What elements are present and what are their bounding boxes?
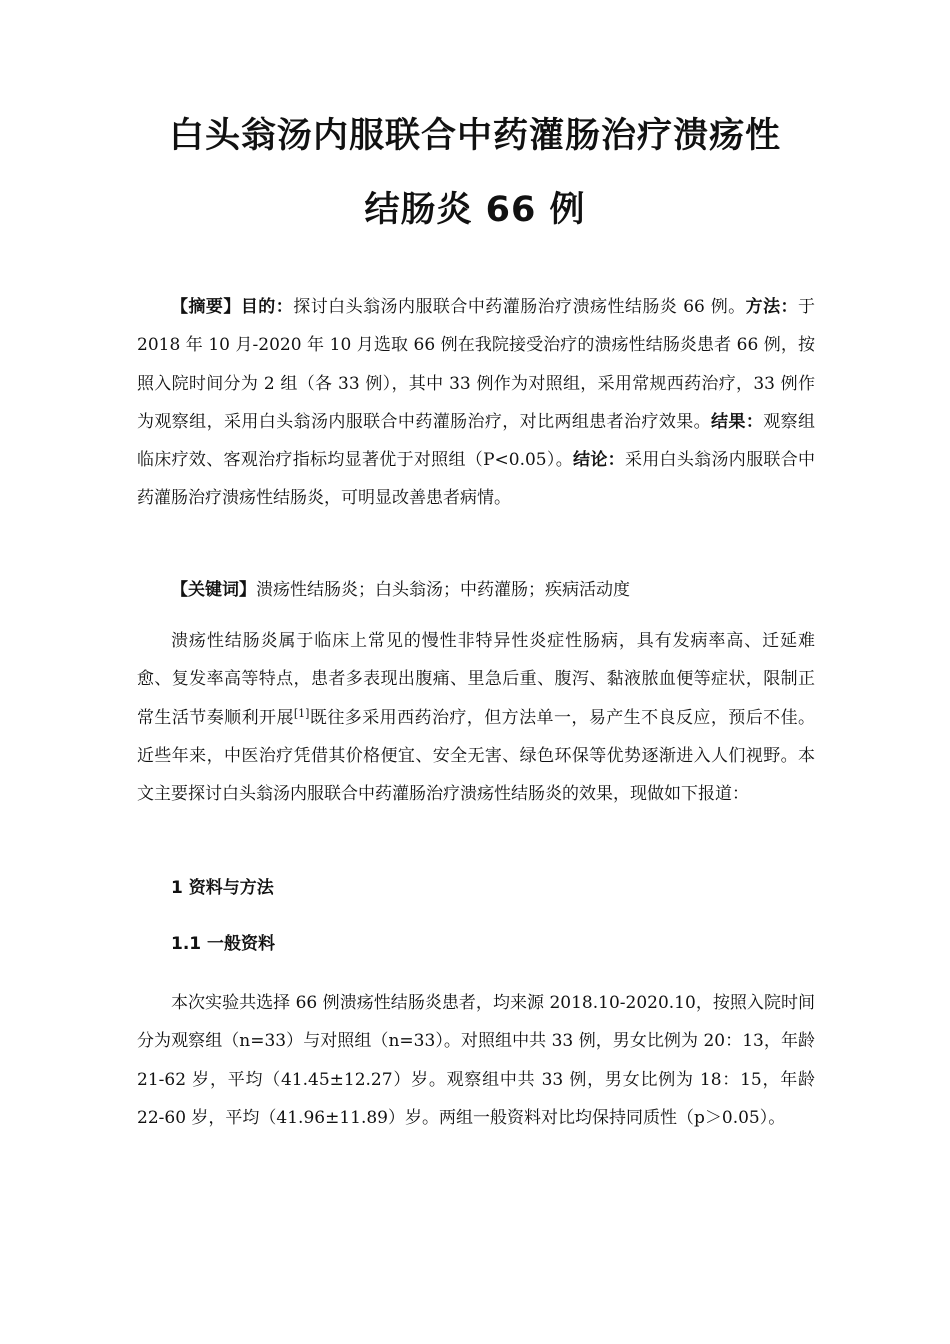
purpose-label: 目的： [240,297,294,317]
result-label: 结果： [711,411,764,432]
conclusion-label: 结论： [573,450,625,471]
citation-1: [1] [293,706,310,720]
intro-text-1: 溃疡性结肠炎属于临床上常见的慢性非特异性炎症性肠病，具有发病率高、迁延难愈、复发率高等特点，患者多表现出腹痛、里急后重、腹泻、黏液脓血便等症状，限制正常生活节奏顺利开展 [137,631,815,728]
abstract-paragraph [137,288,815,518]
title-line-2: 结肠炎 66 例 [364,190,586,230]
method-text: 于 2018 年 10 月-2020 年 10 月选取 66 例在我院接受治疗的溃疡性结肠炎患者 66 例，按照入院时间分为 2 组（各 33 例），其中 33 例作为对照组，采用常规西药治疗，33 例作为观察组，采用白头翁汤内服联合中药灌肠治疗，对比两组患者治疗效果。 [137,297,816,432]
keywords-label: 【关键词】 [171,580,256,600]
keywords-text: 溃疡性结肠炎；白头翁汤；中药灌肠；疾病活动度 [256,580,630,600]
result-text: 观察组临床疗效、客观治疗指标均显著优于对照组（P<0.05）。 [137,411,816,471]
purpose-text: 探讨白头翁汤内服联合中药灌肠治疗溃疡性结肠炎 66 例。 [293,297,746,317]
intro-paragraph [137,622,815,813]
conclusion-text: 采用白头翁汤内服联合中药灌肠治疗溃疡性结肠炎，可明显改善患者病情。 [137,450,815,509]
section-1-1-heading: 1.1 一般资料 [171,934,276,954]
title-line-1: 白头翁汤内服联合中药灌肠治疗溃疡性 [168,116,781,156]
keywords-paragraph [137,571,815,609]
abstract-label: 【摘要】 [171,297,241,317]
general-data-paragraph: 本次实验共选择 66 例溃疡性结肠炎患者，均来源 2018.10-2020.10，按照入院时间分为观察组（n=33）与对照组（n=33）。对照组中共 33 例，男女比例为 20：13，年龄 21-62 岁，平均（41.45±12.27）岁。观察组中共 33 例，男女比例为 18：15，年龄 22-60 岁，平均（41.96±11.89）岁。两组一般资料对比均保持同质性（p＞0.05）。 [137,993,815,1128]
intro-text-2: 既往多采用西药治疗，但方法单一，易产生不良反应，预后不佳。近些年来，中医治疗凭借其价格便宜、安全无害、绿色环保等优势逐渐进入人们视野。本文主要探讨白头翁汤内服联合中药灌肠治疗溃疡性结肠炎的效果，现做如下报道： [137,707,816,805]
section-1-heading: 1 资料与方法 [171,878,274,898]
method-label: 方法： [745,297,799,317]
